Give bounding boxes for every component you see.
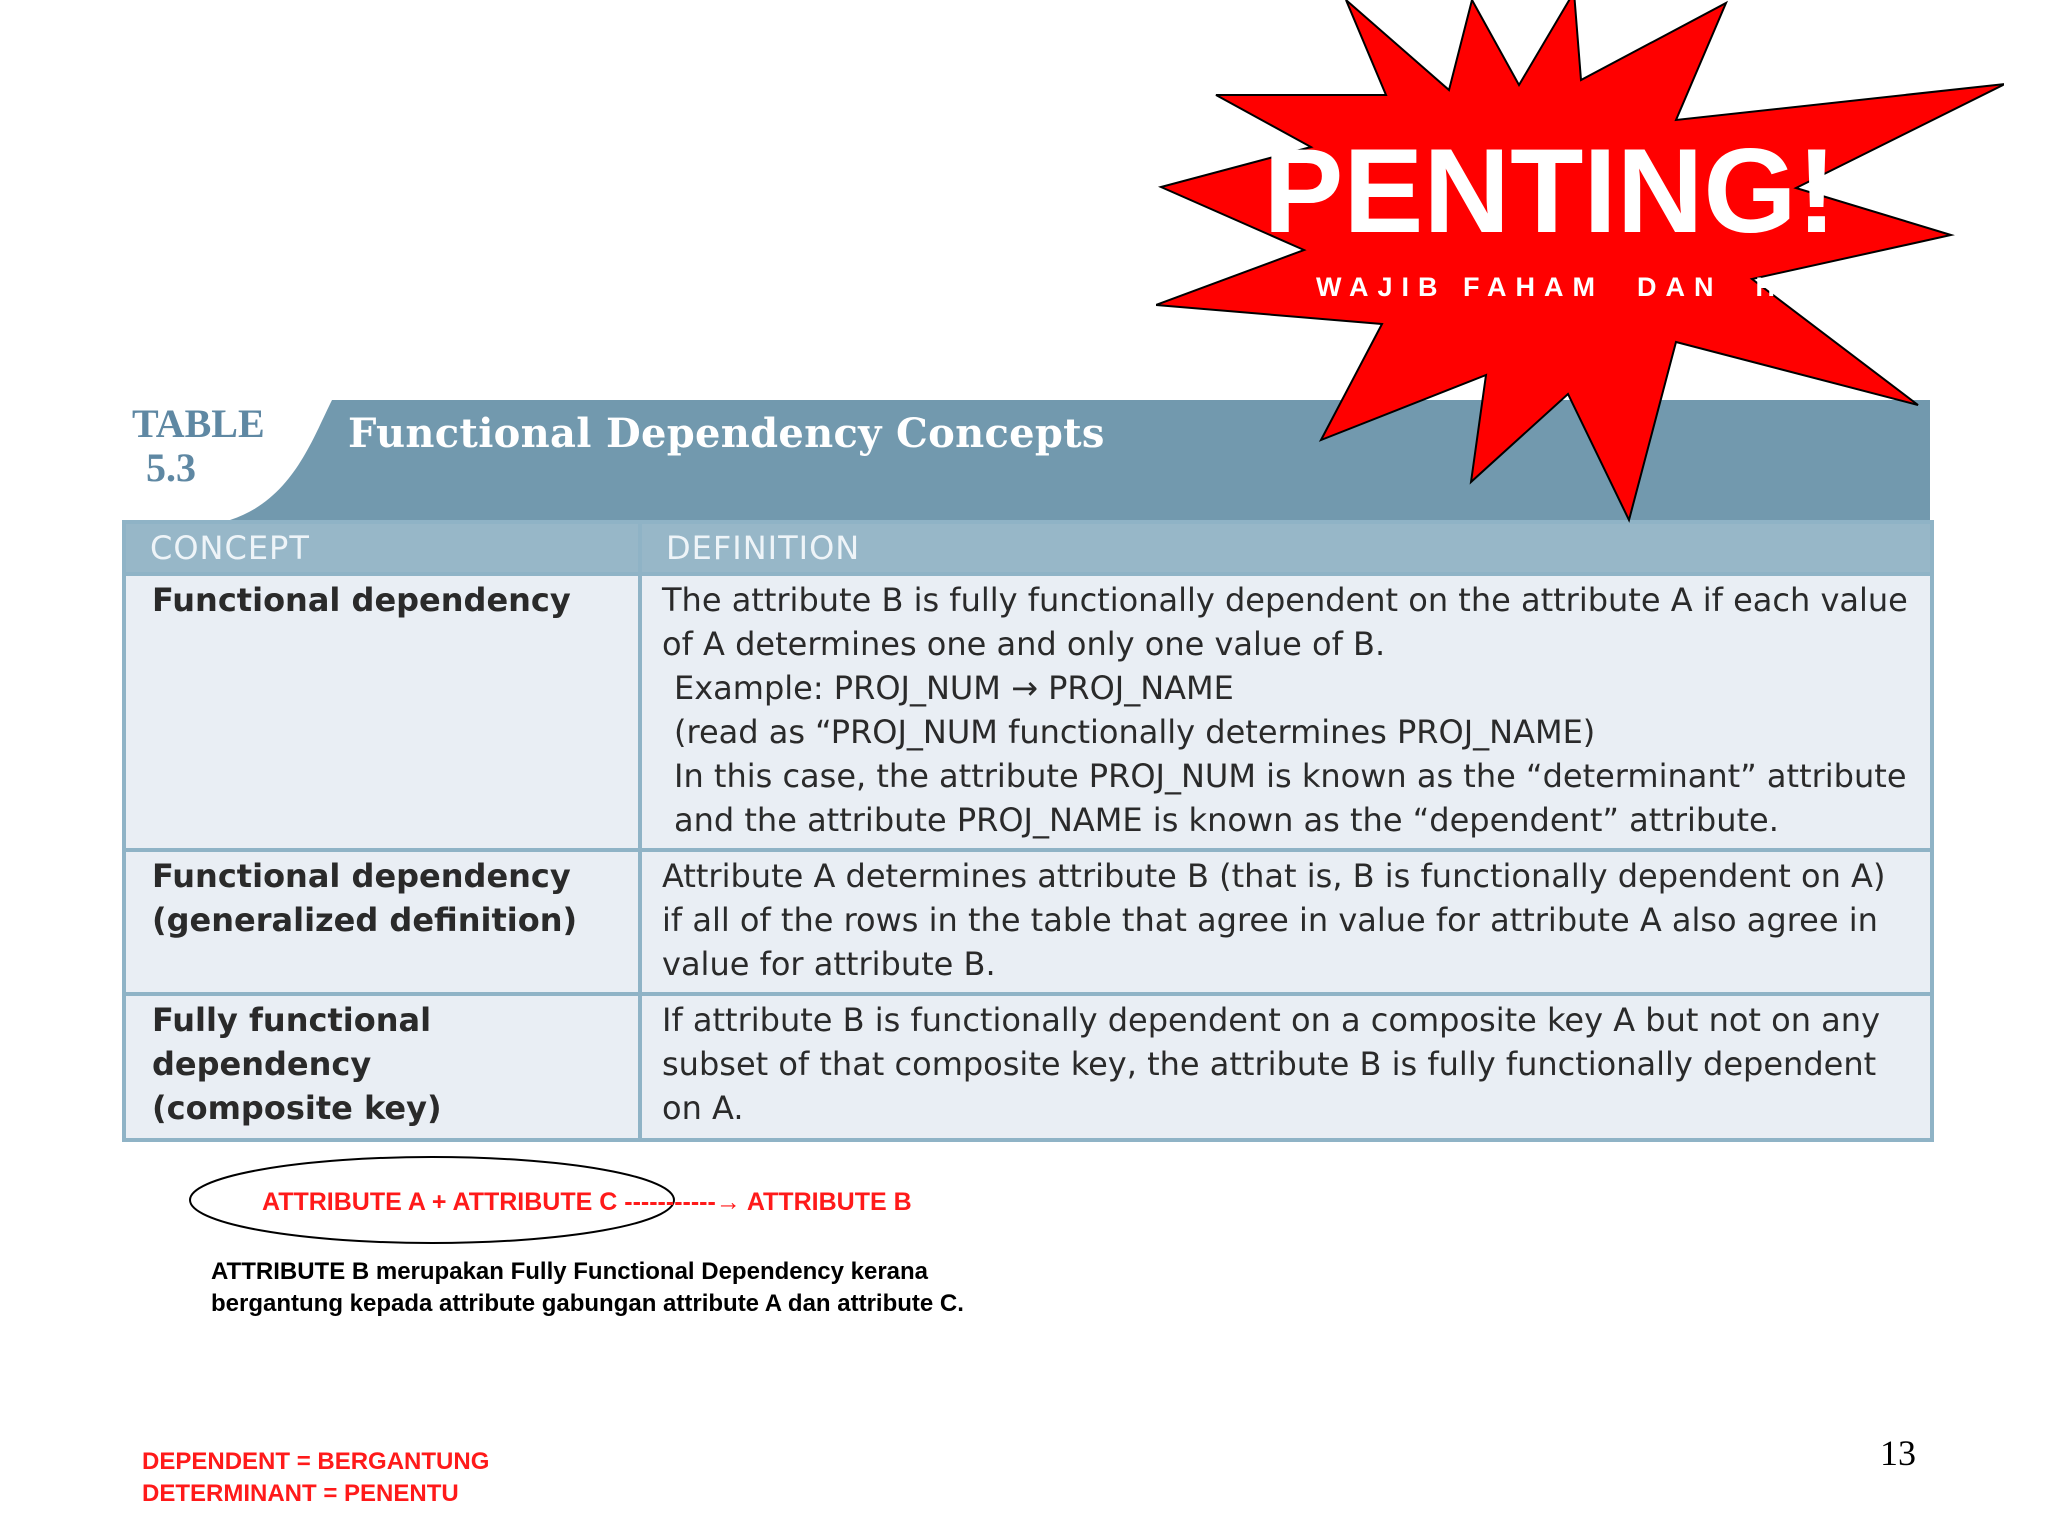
definition-cell xyxy=(640,994,1932,1140)
explanation-line: bergantung kepada attribute gabungan attribute A dan attribute C. xyxy=(211,1290,964,1317)
column-header-concept: CONCEPT xyxy=(124,522,640,574)
concept-subtext: (composite key) xyxy=(152,1089,442,1127)
definition-text: Attribute A determines attribute B (that is, B is functionally dependent on A) if all of the rows in the table that agree in value for attribute A also agree in value for attribute B. xyxy=(662,857,1886,983)
concept-subtext: (generalized definition) xyxy=(152,901,578,939)
definition-text: The attribute B is fully functionally dependent on the attribute A if each value of A determines one and only one value of B. xyxy=(662,581,1908,663)
penting-headline: PENTING! xyxy=(1263,124,1837,258)
penting-subtitle: WAJIB FAHAM DAN HAFAL xyxy=(1316,272,1891,302)
definition-example: Example: PROJ_NUM → PROJ_NAME xyxy=(674,669,1234,707)
definition-note: In this case, the attribute PROJ_NUM is known as the “determinant” attribute and the attribute PROJ_NAME is known as the “dependent” attribute. xyxy=(674,757,1907,839)
concept-text: Functional dependency xyxy=(152,857,571,895)
concept-cell xyxy=(124,850,640,994)
table-row xyxy=(124,574,1932,850)
table-row xyxy=(124,850,1932,994)
table-header-row xyxy=(124,522,1932,574)
concept-text: Functional dependency xyxy=(152,581,571,619)
table-number-label xyxy=(132,402,265,490)
penting-starburst xyxy=(1156,0,2004,524)
explanation-line: ATTRIBUTE B merupakan Fully Functional Dependency kerana xyxy=(211,1258,929,1285)
column-header-definition: DEFINITION xyxy=(640,522,1932,574)
definition-cell xyxy=(640,574,1932,850)
explanation-note xyxy=(211,1256,964,1320)
concept-cell xyxy=(124,994,640,1140)
definition-reading: (read as “PROJ_NUM functionally determines PROJ_NAME) xyxy=(674,713,1596,751)
table-title: Functional Dependency Concepts xyxy=(348,410,1105,457)
table-label-word: TABLE xyxy=(132,401,265,446)
definition-text: If attribute B is functionally dependent on a composite key A but not on any subset of that composite key, the attribute B is fully functionally dependent on A. xyxy=(662,1001,1880,1127)
glossary-line: DETERMINANT = PENENTU xyxy=(142,1480,459,1507)
glossary-note xyxy=(142,1446,489,1510)
concept-text: Fully functional dependency xyxy=(152,1001,432,1083)
table-label-number: 5.3 xyxy=(146,445,196,490)
starburst-shape xyxy=(1156,0,2004,524)
definition-cell xyxy=(640,850,1932,994)
formula-text: ATTRIBUTE A + ATTRIBUTE C -----------→ ATTRIBUTE B xyxy=(262,1188,912,1216)
table-row xyxy=(124,994,1932,1140)
concept-cell xyxy=(124,574,640,850)
concepts-table xyxy=(122,520,1934,1142)
page-number: 13 xyxy=(1880,1433,1916,1473)
glossary-line: DEPENDENT = BERGANTUNG xyxy=(142,1448,490,1475)
formula-note xyxy=(188,1152,988,1252)
